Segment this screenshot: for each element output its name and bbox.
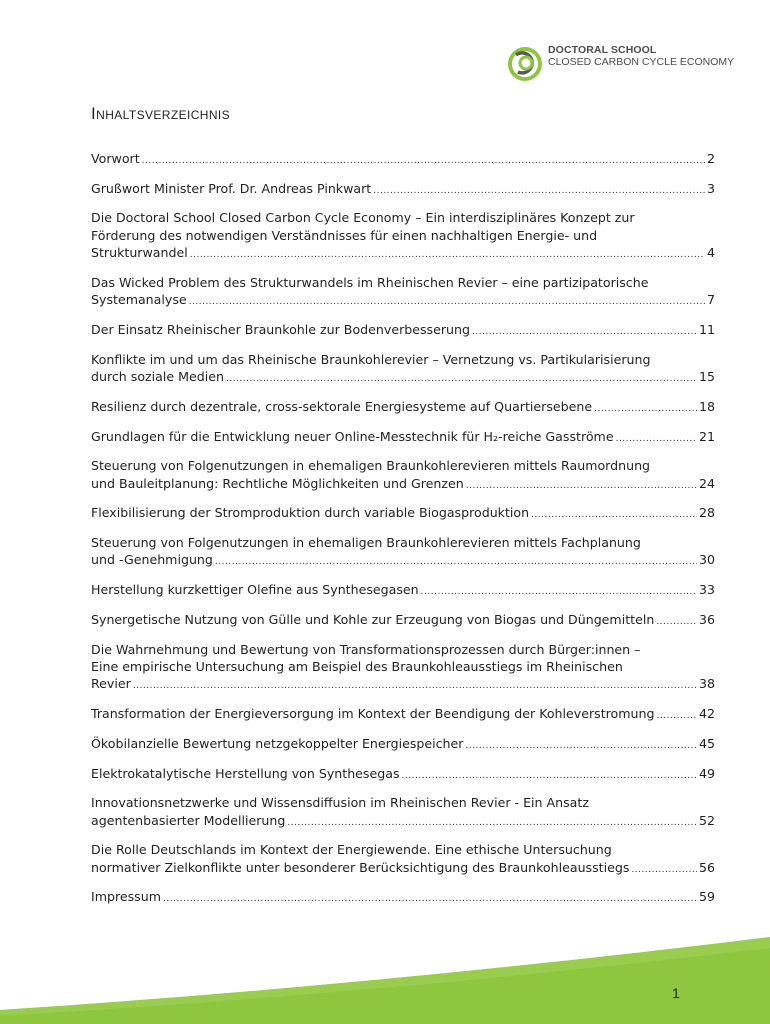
- toc-entry-title: und Bauleitplanung: Rechtliche Möglichkeiten und Grenzen: [91, 475, 464, 491]
- toc-page-number: 21: [698, 428, 715, 444]
- toc-entry-title: Synergetische Nutzung von Gülle und Kohle zur Erzeugung von Biogas und Düngemitteln: [91, 611, 655, 627]
- toc-entry-title: Herstellung kurzkettiger Olefine aus Synthesegasen: [91, 582, 419, 598]
- toc-page-number: 11: [698, 322, 715, 338]
- logo-text-line2: CLOSED CARBON CYCLE ECONOMY: [548, 56, 735, 68]
- toc-page-number: 2: [706, 151, 715, 166]
- toc-page-number: 3: [706, 180, 715, 196]
- toc-page-number: 59: [698, 889, 715, 905]
- toc-entry-title: normativer Zielkonflikte unter besonderer Berücksichtigung des Braunkohleausstiegs: [91, 859, 630, 875]
- toc-entry-title: Der Einsatz Rheinischer Braunkohle zur Bodenverbesserung: [91, 322, 470, 338]
- toc-entry-title-line: Die Wahrnehmung und Bewertung von Transformationsprozessen durch Bürger:innen –: [91, 641, 641, 657]
- toc-page-number: 42: [698, 706, 715, 722]
- toc-page-number: 24: [698, 475, 715, 491]
- toc-page-number: 36: [698, 611, 715, 627]
- toc-page-number: 7: [706, 292, 715, 308]
- toc-entry-title: Impressum: [91, 889, 161, 905]
- toc-page-number: 52: [698, 812, 715, 828]
- page-number: 1: [672, 985, 680, 1001]
- toc-page-number: 28: [698, 505, 715, 521]
- toc-entry-title-line: Innovationsnetzwerke und Wissensdiffusion im Rheinischen Revier - Ein Ansatz: [91, 795, 589, 811]
- logo-text-line1: DOCTORAL SCHOOL: [548, 44, 657, 56]
- toc-entry-title: Strukturwandel: [91, 245, 188, 261]
- toc-entry-title: Vorwort: [91, 151, 140, 166]
- toc-entry-title-line: Steuerung von Folgenutzungen in ehemaligen Braunkohlerevieren mittels Raumordnung: [91, 458, 651, 474]
- toc-entry-title: und -Genehmigung: [91, 552, 213, 568]
- toc-entry-title-line: Die Rolle Deutschlands im Kontext der Energiewende. Eine ethische Untersuchung: [91, 842, 612, 858]
- toc-page-number: 49: [698, 765, 715, 781]
- toc-entry-title-line: Eine empirische Untersuchung am Beispiel des Braunkohleausstiegs im Rheinischen: [91, 658, 623, 674]
- toc-entry-title-line: Das Wicked Problem des Strukturwandels im Rheinischen Revier – eine partizipatorische: [91, 274, 649, 290]
- toc-page-number: 15: [698, 369, 715, 385]
- toc-entry-title-line: Steuerung von Folgenutzungen in ehemaligen Braunkohlerevieren mittels Fachplanung: [91, 535, 641, 551]
- toc-entry-title-line: Förderung des notwendigen Verständnisses für einen nachhaltigen Energie- und: [91, 227, 598, 243]
- toc-heading: Inhaltsverzeichnis: [91, 104, 231, 123]
- toc-entry-title: durch soziale Medien: [91, 369, 224, 385]
- toc-entry-title: Transformation der Energieversorgung im Kontext der Beendigung der Kohleverstromung: [91, 706, 655, 722]
- toc-entry-title: Revier: [91, 676, 131, 692]
- toc-entry-title: Elektrokatalytische Herstellung von Synthesegas: [91, 765, 400, 781]
- toc-page-number: 45: [698, 735, 715, 751]
- toc-entry-title-line: Die Doctoral School Closed Carbon Cycle Economy – Ein interdisziplinäres Konzept zur: [91, 210, 635, 226]
- toc-entry-title: Ökobilanzielle Bewertung netzgekoppelter Energiespeicher: [91, 735, 464, 751]
- toc-page-number: 33: [698, 582, 715, 598]
- toc-page-number: 18: [698, 398, 715, 414]
- toc-page-number: 30: [698, 552, 715, 568]
- toc-entry-title: Resilienz durch dezentrale, cross-sektorale Energiesysteme auf Quartiersebene: [91, 398, 593, 414]
- toc-page-number: 4: [706, 245, 715, 261]
- toc-entry-title: Flexibilisierung der Stromproduktion durch variable Biogasproduktion: [91, 505, 530, 521]
- toc-entry-title: agentenbasierter Modellierung: [91, 812, 286, 828]
- toc-entry-title: Grußwort Minister Prof. Dr. Andreas Pinkwart: [91, 180, 372, 196]
- toc-page-number: 56: [698, 859, 715, 875]
- toc-entry-title: Grundlagen für die Entwicklung neuer Online-Messtechnik für H₂-reiche Gasströme: [91, 428, 614, 444]
- toc-page-number: 38: [698, 676, 715, 692]
- toc-entry-title: Systemanalyse: [91, 292, 187, 308]
- toc-entry-title-line: Konflikte im und um das Rheinische Braunkohlerevier – Vernetzung vs. Partikularisierung: [91, 351, 651, 367]
